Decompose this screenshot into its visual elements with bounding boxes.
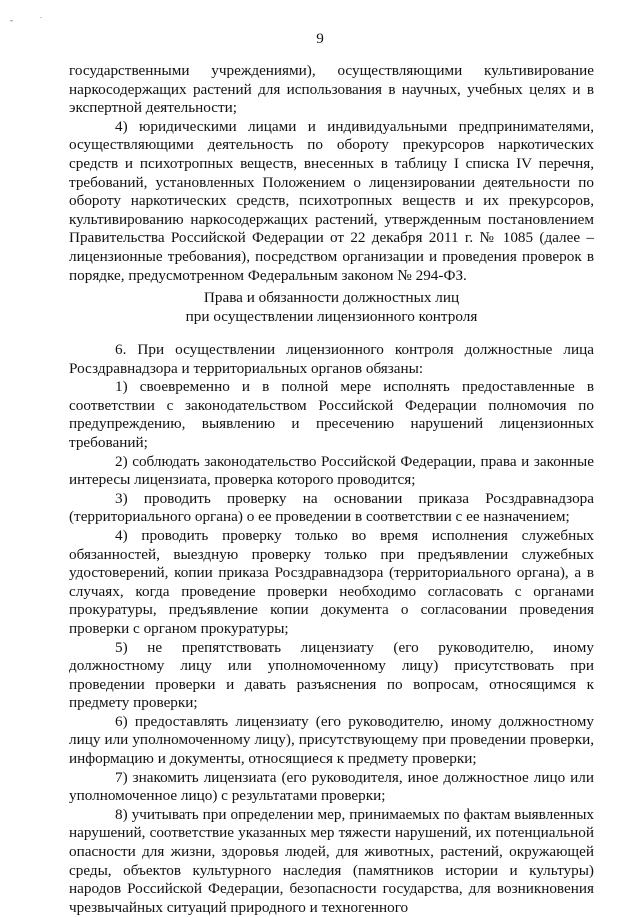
scan-mark: - [10,15,13,25]
duty-item-1: 1) своевременно и в полной мере исполнять предоставленные в соответствии с законодательством Российской Федерации полномочия по предупреждению, выявлению и пресечению нарушений лицензионных требований; [69,378,594,451]
section-heading-line-1: Права и обязанности должностных лиц [203,289,460,306]
duty-item-3: 3) проводить проверку на основании приказа Росздравнадзора (территориального органа) о ее проведении в соответствии с ее назначением; [69,489,594,526]
section-heading [69,289,594,326]
duty-item-8: 8) учитывать при определении мер, принимаемых по фактам выявленных нарушений, соответствие указанных мер тяжести нарушений, их потенциальной опасности для жизни, здоровья людей, для животных, растений, окружающей среды, объектов культурного наследия (памятников истории и культуры) народов Российской Федерации, безопасности государства, для возникновения чрезвычайных ситуаций природного и техногенного [69,805,594,916]
item-4-paragraph: 4) юридическими лицами и индивидуальными предпринимателями, осуществляющими деятельность по обороту прекурсоров наркотических средств и психотропных веществ, внесенных в таблицу I списка IV перечня, требований, установленных Положением о лицензировании деятельности по обороту наркотических средств, психотропных веществ и их прекурсоров, культивированию наркосодержащих растений, утвержденным постановлением Правительства Российской Федерации от 22 декабря 2011 г. № 1085 (далее – лицензионные требования), посредством организации и проведения проверок в порядке, предусмотренном Федеральным законом № 294-ФЗ. [69,117,594,284]
duty-item-7: 7) знакомить лицензиата (его руководителя, иное должностное лицо или уполномоченное лицо) с результатами проверки; [69,768,594,805]
section-heading-line-2: при осуществлении лицензионного контроля [185,307,478,325]
continuation-paragraph: государственными учреждениями), осуществляющими культивирование наркосодержащих растений для использования в научных, учебных целях и в экспертной деятельности; [69,62,594,117]
duty-item-2: 2) соблюдать законодательство Российской Федерации, права и законные интересы лицензиата, проверка которого проводится; [69,452,594,489]
scan-mark-dot: . [40,11,42,20]
paragraph-6: 6. При осуществлении лицензионного контроля должностные лица Росздравнадзора и территориальных органов обязаны: [69,341,594,377]
duty-item-4: 4) проводить проверку только во время исполнения служебных обязанностей, выездную проверку только при предъявлении служебных удостоверений, копии приказа Росздравнадзора (территориального органа), а в случаях, когда проведение проверки необходимо согласовать с органами прокуратуры, предъявление копии документа о согласовании проведения проверки с органом прокуратуры; [69,526,594,637]
duty-item-5: 5) не препятствовать лицензиату (его руководителю, иному должностному лицу или уполномоченному лицу) присутствовать при проведении проверки и давать разъяснения по вопросам, относящимся к предмету проверки; [69,638,594,712]
duty-item-6: 6) предоставлять лицензиату (его руководителю, иному должностному лицу или уполномоченному лицу), присутствующему при проведении проверки, информацию и документы, относящиеся к предмету проверки; [69,712,594,768]
body-main [69,341,594,917]
page-number: 9 [316,30,324,47]
body-top [69,62,594,285]
